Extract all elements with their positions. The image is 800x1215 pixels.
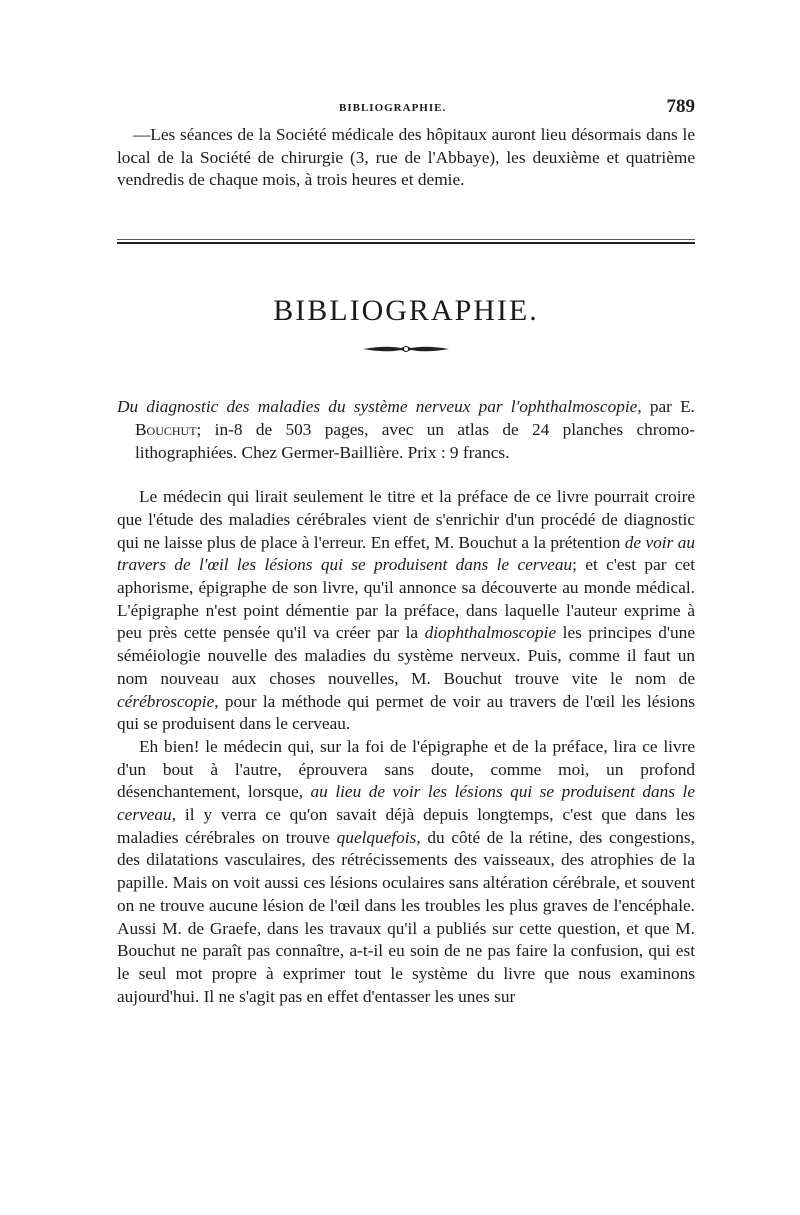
- section-divider-rule: [117, 239, 695, 244]
- italic-term: diophthalmoscopie: [424, 623, 557, 643]
- text-run: Eh bien! le médecin qui, sur la foi de l'épigraphe et de la préface, lira ce livre d'un bout à l'autre, éprouvera sans doute, comme moi, un profond désenchantement, lorsque,: [117, 736, 695, 802]
- italic-term: quelquefois: [336, 827, 417, 847]
- entry-details: ; in-8 de 503 pages, avec un atlas de 24 planches chromo-lithographiées. Chez Germer-Baillière. Prix : 9 francs.: [135, 419, 695, 462]
- review-paragraph-2: [117, 736, 695, 1008]
- entry-title: Du diagnostic des maladies du système nerveux par l'ophthalmoscopie,: [117, 397, 642, 417]
- text-run: , il y verra ce qu'on savait déjà depuis longtemps, c'est que dans les maladies cérébrales on trouve: [117, 805, 695, 847]
- bibliography-entry: [117, 396, 695, 464]
- running-head: BIBLIOGRAPHIE.: [339, 102, 447, 114]
- page: [117, 96, 695, 1008]
- society-notice: —Les séances de la Société médicale des hôpitaux auront lieu désormais dans le local de la Société de chirurgie (3, rue de l'Abbaye), les deuxième et quatrième vendredis de chaque mois, à trois heures et demie.: [117, 125, 695, 190]
- italic-term: cérébroscopie: [117, 691, 215, 711]
- text-run: Le médecin qui lirait seulement le titre et la préface de ce livre pourrait croire que l'étude des maladies cérébrales vient de s'enrichir d'un procédé de diagnostic qui ne laisse plus de place à l'erreur. En effet, M. Bouchut a la prétention: [117, 487, 695, 552]
- text-run: ; et c'est par cet aphorisme, épigraphe de son livre, qu'il annonce sa découverte au monde médical. L'épigraphe n'est point démentie par la préface, dans laquelle l'auteur exprime à peu près cette pensée qu'il va créer par la: [117, 555, 695, 643]
- page-number: 789: [666, 96, 695, 117]
- entry-by: par E.: [649, 397, 695, 417]
- review-paragraph-1: [117, 486, 695, 736]
- section-title: BIBLIOGRAPHIE.: [273, 294, 539, 328]
- italic-quote: de voir au travers de l'œil les lésions qui se produisent dans le cerveau: [117, 532, 695, 575]
- entry-author: Bouchut: [135, 419, 197, 439]
- italic-quote: au lieu de voir les lésions qui se produisent dans le cerveau: [117, 782, 695, 825]
- text-run: , pour la méthode qui permet de voir au travers de l'œil les lésions qui se produisent dans le cerveau.: [117, 691, 695, 734]
- page-header: [117, 96, 695, 118]
- text-run: les principes d'une séméiologie nouvelle des maladies du système nerveux. Puis, comme il faut un nom nouveau aux choses nouvelles, M. Bouchut trouve vite le nom de: [117, 623, 695, 688]
- text-run: , du côté de la rétine, des congestions, des dilatations vasculaires, des rétrécissements des vaisseaux, des atrophies de la papille. Mais on voit aussi ces lésions oculaires sans altération cérébrale, et souvent on ne trouve aucune lésion de l'œil dans les troubles les plus graves de l'encéphale. Aussi M. de Graefe, dans les travaux qu'il a publiés sur cette question, et que M. Bouchut ne paraît pas connaître, a-t-il eu soin de ne pas faire la confusion, qui est le seul mot propre à exprimer tout le système du livre que nous examinons aujourd'hui. Il ne s'agit pas en effet d'entasser les unes sur: [117, 827, 695, 1006]
- ornament-divider-icon: [361, 344, 451, 354]
